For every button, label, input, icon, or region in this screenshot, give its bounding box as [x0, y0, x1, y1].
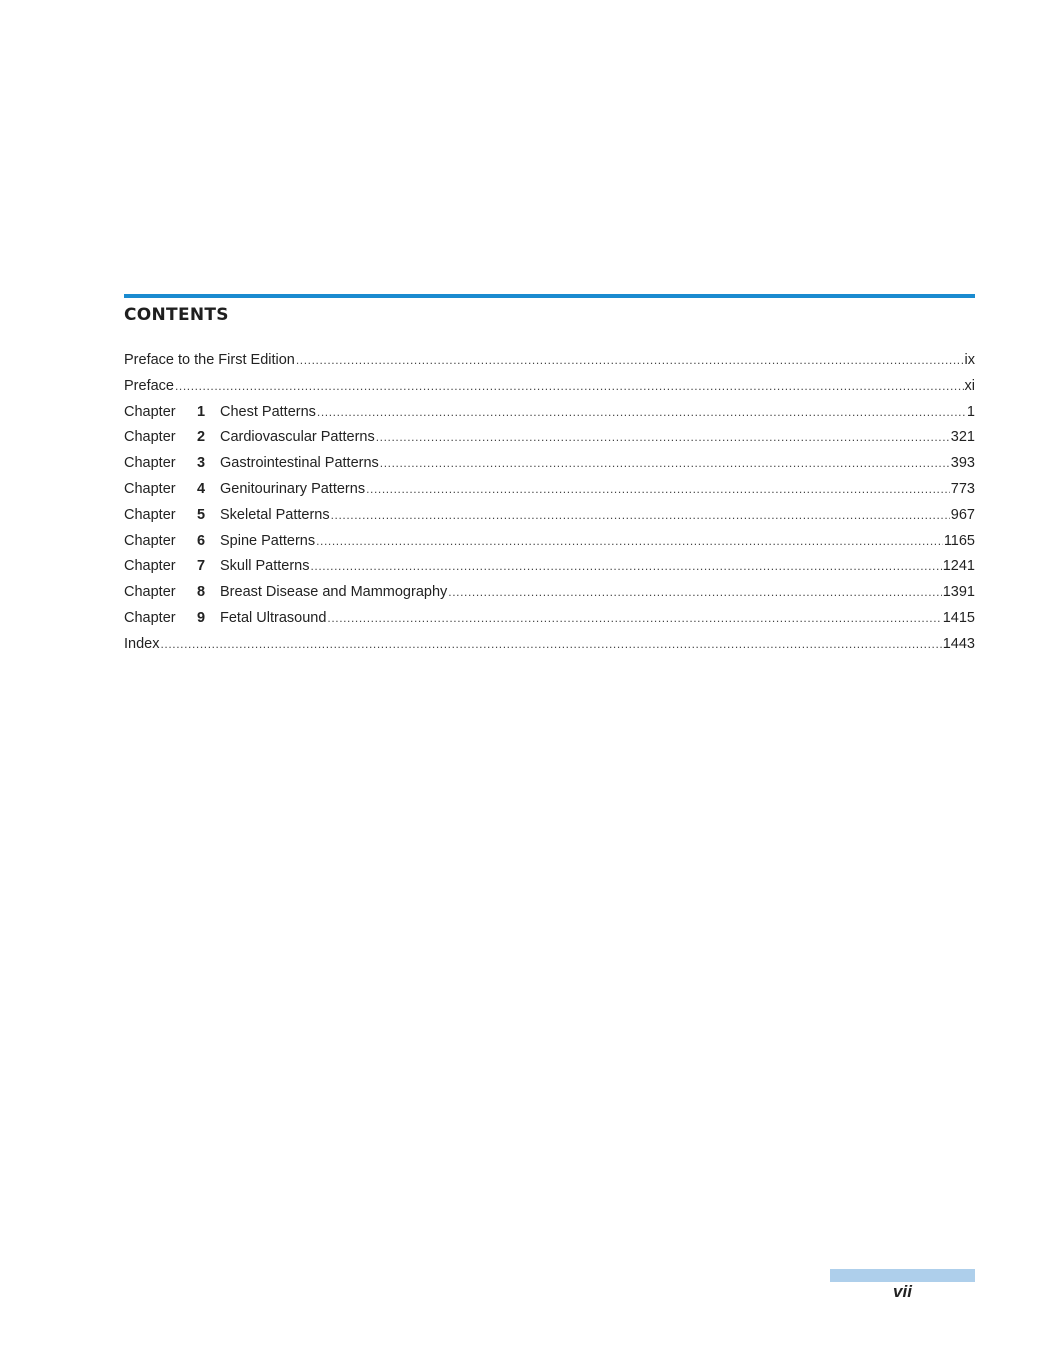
heading-rule [124, 294, 975, 298]
dot-leader [380, 451, 950, 477]
toc-entry-title: Index [124, 635, 160, 652]
chapter-number: 3 [196, 455, 206, 472]
dot-leader [376, 425, 950, 451]
toc-entry-preface[interactable] [124, 374, 975, 400]
toc-entry-chapter-7[interactable] [124, 554, 975, 580]
folio-bar [830, 1269, 975, 1282]
dot-leader [316, 529, 943, 555]
table-of-contents [124, 348, 975, 658]
toc-entry-page: 1165 [943, 532, 975, 549]
chapter-label: Chapter [124, 558, 176, 575]
chapter-number: 9 [196, 609, 206, 626]
toc-entry-title: Spine Patterns [220, 532, 316, 549]
toc-entry-chapter-8[interactable] [124, 580, 975, 606]
chapter-number: 1 [196, 403, 206, 420]
toc-entry-page: 1443 [942, 635, 975, 652]
dot-leader [327, 606, 941, 632]
toc-entry-chapter-5[interactable] [124, 503, 975, 529]
toc-entry-page: 773 [950, 480, 975, 497]
toc-entry-chapter-3[interactable] [124, 451, 975, 477]
toc-entry-chapter-9[interactable] [124, 606, 975, 632]
toc-entry-page: 1391 [942, 584, 975, 601]
chapter-number: 4 [196, 480, 206, 497]
chapter-number: 5 [196, 506, 206, 523]
toc-entry-page: ix [964, 352, 975, 368]
chapter-label: Chapter [124, 403, 176, 420]
toc-entry-title: Skeletal Patterns [220, 506, 330, 523]
toc-entry-preface-first-edition[interactable] [124, 348, 975, 374]
toc-entry-title: Skull Patterns [220, 558, 310, 575]
chapter-label: Chapter [124, 506, 176, 523]
dot-leader [310, 554, 941, 580]
chapter-label: Chapter [124, 532, 176, 549]
toc-entry-page: 321 [950, 429, 975, 446]
toc-entry-title: Genitourinary Patterns [220, 480, 366, 497]
dot-leader [296, 348, 964, 374]
toc-entry-page: 1 [966, 403, 975, 420]
toc-entry-page: 967 [950, 506, 975, 523]
dot-leader [175, 374, 964, 400]
toc-entry-page: 1415 [942, 609, 975, 626]
chapter-number: 7 [196, 558, 206, 575]
chapter-label: Chapter [124, 584, 176, 601]
toc-entry-chapter-4[interactable] [124, 477, 975, 503]
toc-entry-page: 1241 [942, 558, 975, 575]
toc-entry-chapter-2[interactable] [124, 425, 975, 451]
chapter-label: Chapter [124, 455, 176, 472]
toc-entry-page: xi [964, 377, 975, 394]
toc-entry-page: 393 [950, 455, 975, 472]
toc-entry-title: Breast Disease and Mammography [220, 584, 448, 601]
toc-entry-chapter-6[interactable] [124, 529, 975, 555]
chapter-label: Chapter [124, 609, 176, 626]
dot-leader [366, 477, 950, 503]
toc-entry-title: Chest Patterns [220, 403, 316, 420]
chapter-number: 8 [196, 584, 206, 601]
toc-entry-title: Preface [124, 377, 174, 394]
dot-leader [331, 503, 950, 529]
page-number: vii [893, 1282, 912, 1301]
toc-entry-chapter-1[interactable] [124, 400, 975, 426]
chapter-number: 2 [196, 429, 206, 446]
dot-leader [448, 580, 941, 606]
toc-entry-title: Preface to the First Edition [124, 352, 295, 368]
chapter-label: Chapter [124, 480, 176, 497]
dot-leader [160, 632, 941, 658]
toc-entry-title: Cardiovascular Patterns [220, 429, 375, 446]
chapter-label: Chapter [124, 429, 176, 446]
toc-entry-title: Gastrointestinal Patterns [220, 455, 379, 472]
page-title: CONTENTS [124, 305, 229, 325]
dot-leader [317, 400, 966, 426]
toc-entry-index[interactable] [124, 632, 975, 658]
chapter-number: 6 [196, 532, 206, 549]
toc-entry-title: Fetal Ultrasound [220, 609, 327, 626]
